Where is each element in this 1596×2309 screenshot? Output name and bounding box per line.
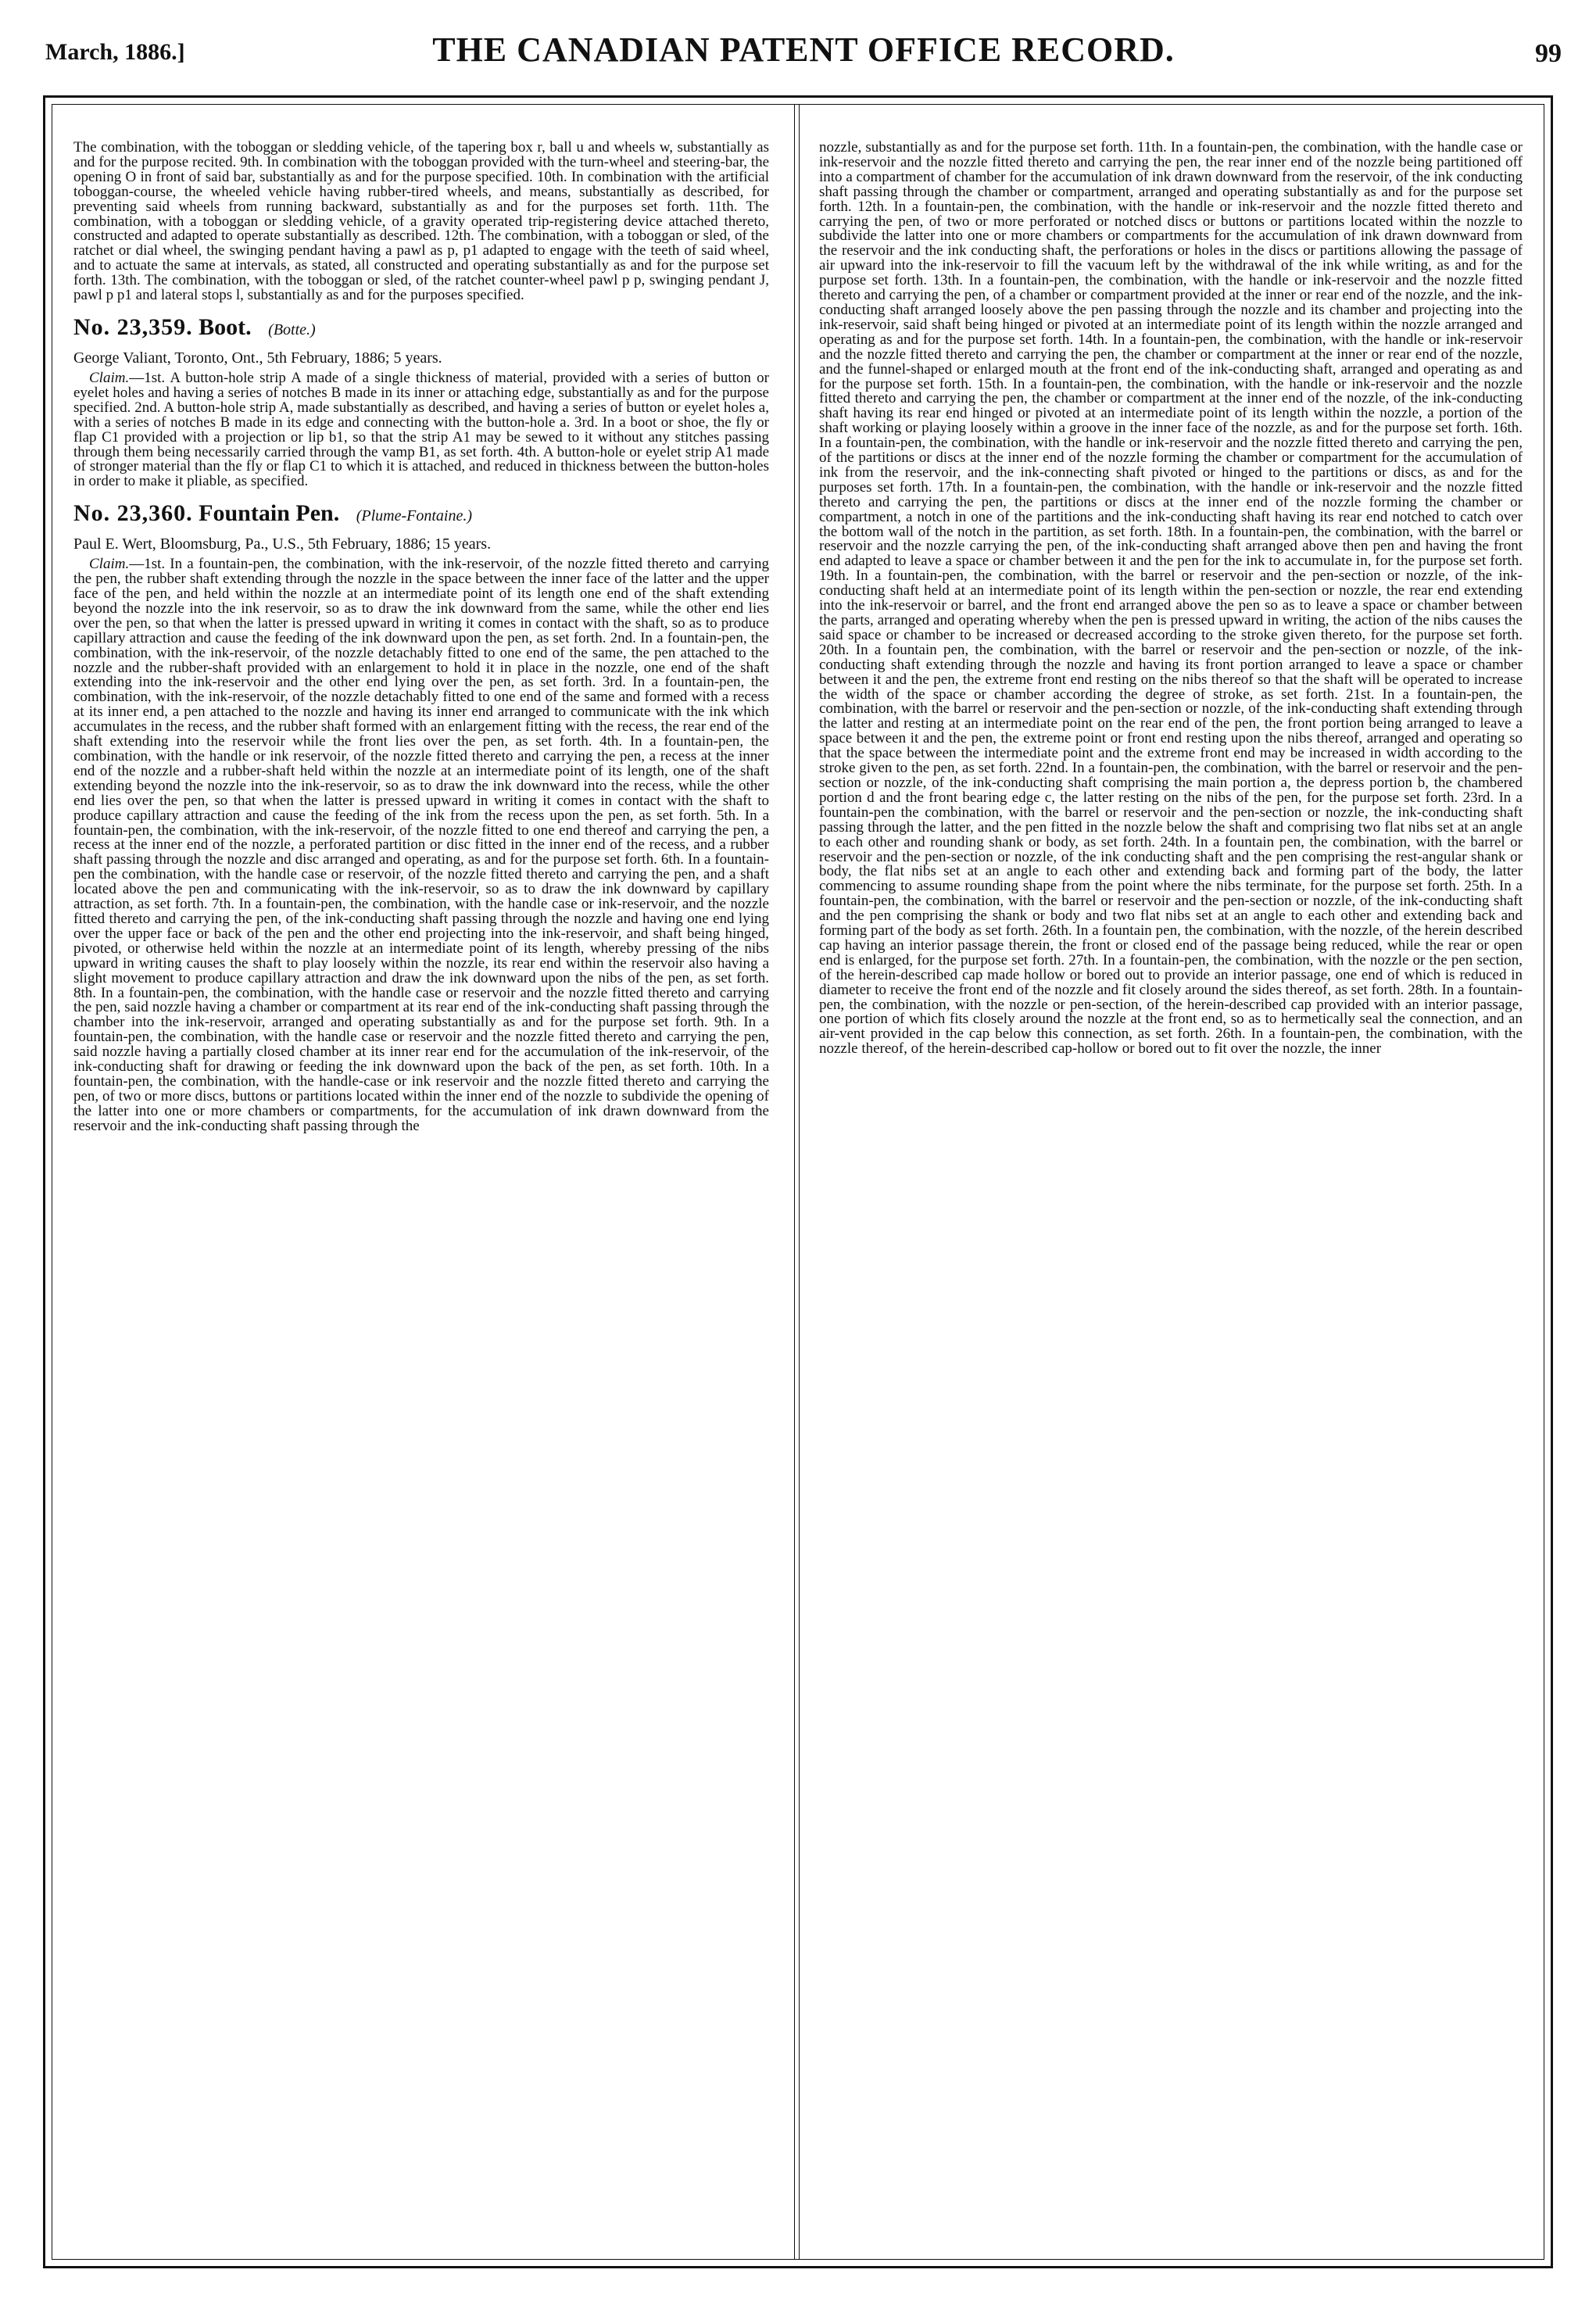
patent-inventor-line: Paul E. Wert, Bloomsburg, Pa., U.S., 5th February, 1886; 15 years. — [73, 535, 492, 553]
claim-label: Claim. — [89, 556, 130, 573]
column-divider — [794, 104, 795, 2260]
left-column — [73, 141, 769, 2236]
patent-heading-boot — [73, 314, 769, 343]
patent-title: Fountain Pen. — [199, 500, 340, 527]
claim-text: —1st. In a fountain-pen, the combination, with the ink-reservoir, of the nozzle fitted thereto and carrying the pen, the rubber shaft extending through the nozzle in the space between the inner face of the latter and the upper face of the pen, and held within the nozzle at an intermediate point of its length one end of the shaft extending beyond the nozzle into the ink reservoir, so as to draw the ink downward from the same, while the other end lies over the pen, so that when the latter is pressed upward in writing it comes in contact with the shaft, so as to produce capillary attraction and cause the feeding of the ink downward upon the pen, as set forth. 2nd. In a fountain-pen, the combination, with the ink-reservoir, of the nozzle detachably fitted to one end of the same, the pen attached to the nozzle and the rubber-shaft provided with an enlargement to hold it in place in the nozzle, one end of the shaft extending into the ink-reservoir and the other end lying over the pen, as set forth. 3rd. In a fountain-pen, the combination, with the ink-reservoir, of the nozzle detachably fitted to one end of the same and formed with a recess at its inner end, a pen attached to the nozzle and having its inner end arranged to communicate with the ink which accumulates in the recess, and the rubber shaft formed with an enlargement fitting with the recess, the rear end of the shaft extending into the reservoir while the front lies over the pen, as set forth. 4th. In a fountain-pen, the combination, with the handle or ink reservoir, of the nozzle fitted thereto and carrying the pen, a recess at the inner end of the nozzle and a rubber-shaft held within the nozzle at an intermediate point of its length, one of the shaft extending beyond the nozzle into the ink-reservoir, so as to draw the ink downward into the recess, while the other end lies over the pen, so that when the latter is pressed upward in writing it comes in contact with the shaft to produce capillary attraction and cause the feeding of the ink from the recess upon the pen, as set forth. 5th. In a fountain-pen, the combination, with the ink-reservoir, of the nozzle fitted to one end thereof and carrying the pen, a recess at the inner end of the nozzle, a perforated partition or disc fitted in the inner end of the recess, and a rubber shaft passing through the nozzle and disc arranged and operating, as and for the purpose set forth. 6th. In a fountain-pen the combination, with the handle case or reservoir, of the nozzle fitted thereto and carrying the pen, and a shaft located above the pen and communicating with the ink-reservoir, so as to draw the ink downward by capillary attraction, as set forth. 7th. In a fountain-pen, the combination, with the handle case or ink-reservoir, and the nozzle fitted thereto and carrying the pen, of the ink-conducting shaft passing through the nozzle and having one end lying over the upper face or back of the pen and the other end projecting into the ink-reservoir, and shaft being hinged, pivoted, or otherwise held within the nozzle at an intermediate point of its length, whereby pressing of the nibs upward in writing causes the shaft to play loosely within the nozzle, its rear end within the reservoir also having a slight movement to produce capillary attraction and draw the ink downward upon the nibs of the pen, as set forth. 8th. In a fountain-pen, the combination, with the handle case or reservoir and the nozzle fitted thereto and carrying the pen, said nozzle having a chamber or compartment at its rear end of the ink-conducting shaft passing through the chamber into the ink-reservoir, arranged and operating substantially as and for the purpose set forth. 9th. In a fountain-pen, the combination, with the handle case or reservoir and the nozzle fitted thereto and carrying the pen, said nozzle having a partially closed chamber at its inner rear end for the accumulation of the ink-reservoir, of the ink-conducting shaft for drawing or feeding the ink downward upon the back of the pen, as set forth. 10th. In a fountain-pen, the combination, with the handle-case or ink reservoir and the nozzle fitted thereto and carrying the pen, of two or more discs, buttons or partitions located within the inner end of the nozzle to subdivide the opening of the latter into one or more chambers or compartments, for the accumulation of ink drawn downward from the reservoir and the ink-conducting shaft passing through the — [73, 556, 769, 1134]
patent-title: Boot. — [199, 313, 252, 340]
publication-title: THE CANADIAN PATENT OFFICE RECORD. — [432, 30, 1175, 69]
patent-inventor-line: George Valiant, Toronto, Ont., 5th February, 1886; 5 years. — [73, 349, 442, 367]
patent-french-title: (Plume-Fontaine.) — [356, 507, 472, 525]
column-divider — [799, 104, 800, 2260]
page-header — [45, 30, 1562, 77]
patent-claims — [73, 371, 769, 489]
patent-heading-fountain-pen — [73, 500, 769, 529]
patent-number: No. 23,360. — [73, 500, 193, 527]
patent-french-title: (Botte.) — [268, 320, 316, 338]
continued-claims-paragraph: The combination, with the toboggan or sledding vehicle, of the tapering box r, ball u and wheels w, substantially as and for the purpose recited. 9th. In combination with the toboggan provided with the turn-wheel and steering-bar, the opening O in front of said bar, substantially as and for the purpose specified. 10th. In combination with the artificial toboggan-course, the wheeled vehicle having rubber-tired wheels, and means, substantially as described, for preventing said wheels from running backward, substantially as and for the purposes set forth. 11th. The combination, with a toboggan or sledding vehicle, of a gravity operated trip-registering device attached thereto, constructed and adapted to operate substantially as described. 12th. The combination, with a toboggan or sled, of the ratchet or dial wheel, the swinging pendant having a pawl as p, p1 adapted to engage with the teeth of said wheel, and to actuate the same at intervals, as stated, all constructed and operating substantially as and for the purpose set forth. 13th. The combination, with the toboggan or sled, of the ratchet counter-wheel pawl p p, swinging pendant J, pawl p p1 and lateral stops l, substantially as and for the purposes specified. — [73, 141, 769, 304]
continued-claims-paragraph: nozzle, substantially as and for the purpose set forth. 11th. In a fountain-pen, the combination, with the handle case or ink-reservoir and the nozzle fitted thereto and carrying the pen, the rear inner end of the nozzle being partitioned off into a compartment of chamber for the accumulation of ink drawn downward from the reservoir, of the ink conducting shaft passing through the chamber or compartment, arranged and operating substantially as and for the purpose set forth. 12th. In a fountain-pen, the combination, with the handle or ink-reservoir and the nozzle fitted thereto and carrying the pen, of two or more perforated or notched discs or buttons or partitions located within the nozzle to subdivide the latter into one or more chambers or compartments for the accumulation of ink drawn downward from the reservoir and the ink conducting shaft, the perforations or holes in the discs or partitions allowing the passage of air upward into the ink-reservoir to fill the vacuum left by the withdrawal of the ink while writing, as and for the purpose set forth. 13th. In a fountain-pen, the combination, with the handle or ink-reservoir and the nozzle fitted thereto and carrying the pen, of a chamber or compartment provided at the inner or rear end of the nozzle, and the ink-conducting shaft arranged loosely above the pen passing through the nozzle and its chamber and projecting into the ink-reservoir, said shaft being hinged or pivoted at an intermediate point of its length within the nozzle arranged and operating as and for the purpose set forth. 14th. In a fountain-pen, the combination, with the handle or ink-reservoir and the nozzle fitted thereto and carrying the pen, the chamber or compartment at the inner or rear end of the nozzle, and the funnel-shaped or enlarged mouth at the front end of the ink-conducting shaft, arranged and operating as and for the purpose set forth. 15th. In a fountain-pen, the combination, with the handle or ink-reservoir and the nozzle fitted thereto and carrying the pen, the chamber or compartment at the inner end of the nozzle, of the ink-conducting shaft having its rear end hinged or pivoted at an intermediate point of its length within the nozzle, a portion of the shaft working or playing loosely within a groove in the inner face of the nozzle, as and for the purpose set forth. 16th. In a fountain-pen, the combination, with the handle or ink-reservoir and the nozzle fitted thereto and carrying the pen, of the partitions or discs at the inner end of the nozzle forming the chamber or compartment for the accumulation of ink from the reservoir, and the ink-connecting shaft pivoted or hinged to the partitions or discs, as and for the purposes set forth. 17th. In a fountain-pen, the combination, with the handle or ink-reservoir and the nozzle fitted thereto and carrying the pen, the partitions or discs at the inner end of the nozzle forming the chamber or compartment, a notch in one of the partitions and the ink-conducting shaft having its rear end notched to catch over the bottom wall of the notch in the partition, as set forth. 18th. In a fountain-pen, the combination, with the barrel or reservoir and the nozzle carrying the pen, of the ink-conducting shaft arranged above then pen and having the front end adapted to leave a space or chamber between it and the pen for the ink to accumulate in, for the purpose set forth. 19th. In a fountain-pen, the combination, with the barrel or reservoir and the pen-section or nozzle, of the ink-conducting shaft held at an intermediate point of its length within the pen-section or nozzle, the rear end extending into the ink-reservoir or barrel, and the front end arranged above the pen so as to leave a space or chamber between the parts, arranged and operating whereby when the pen is pressed upward in writing, the action of the nibs causes the said space or chamber to be increased or decreased according to the stroke given thereto, for the purpose set forth. 20th. In a fountain pen, the combination, with the barrel or reservoir and the pen-section or nozzle, of the ink-conducting shaft extending through the nozzle and having its front portion arranged to leave a space or chamber between it and the pen, the extreme front end resting on the nibs thereof so that the shaft will be operated to increase the width of the space or chamber according the degree of stroke, as set forth. 21st. In a fountain-pen, the combination, with the barrel or reservoir and the pen-section or nozzle, of the ink-conducting shaft extending through the latter and resting at an intermediate point on the rear end of the pen, the front portion being arranged to leave a space between it and the pen, the extreme point or front end resting upon the nibs thereof, arranged and operating so that the space between the intermediate point and the extreme front end may be increased in width according to the stroke given to the pen, as set forth. 22nd. In a fountain-pen, the combination, with the barrel or reservoir and the pen-section or nozzle, of the ink-conducting shaft comprising the main portion a, the depress portion b, the chambered portion d and the front bearing edge c, the latter resting on the nibs of the pen, for the purpose set forth. 23rd. In a fountain-pen the combination, with the barrel or reservoir and the pen-section or nozzle, the ink-conducting shaft passing through the latter, and the pen fitted in the nozzle below the shaft and comprising two flat nibs set at an angle to each other and rounding shank or body, as set forth. 24th. In a fountain pen, the combination, with the barrel or reservoir and the pen-section or nozzle, of the ink conducting shaft and the pen comprising the rest-angular shank or body, the flat nibs set at an angle to each other and extending back and forming part of the body, the latter commencing to assume rounding shape from the point where the nibs terminate, for the purpose set forth. 25th. In a fountain-pen, the combination, with the barrel or reservoir and the pen-section or nozzle, of the ink-conducting shaft and the pen comprising the shank or body and two flat nibs set at an angle to each other and extending back and forming part of the body as set forth. 26th. In a fountain pen, the combination, with the nozzle, of the herein described cap having an interior passage therein, the front or closed end of the passage being reduced, while the rear or open end is enlarged, for the purpose set forth. 27th. In a fountain-pen, the combination, with the nozzle or the pen section, of the herein-described cap made hollow or bored out to provide an interior passage, one end of which is reduced in diameter to receive the front end of the nozzle and fit closely around the sides thereof, as set forth. 28th. In a fountain-pen, the combination, with the nozzle or pen-section, of the herein-described cap provided with an interior passage, one portion of which fits closely around the nozzle at the front end, so as to hermetically seal the connection, and an air-vent provided in the cap below this connection, as set forth. 26th. In a fountain-pen, the combination, with the nozzle thereof, of the herein-described cap-hollow or bored out to fit over the nozzle, the inner — [819, 141, 1523, 1058]
right-column — [819, 141, 1523, 2236]
claim-label: Claim. — [89, 369, 130, 386]
claim-text: —1st. A button-hole strip A made of a single thickness of material, provided with a series of button or eyelet holes and having a series of notches B made in its inner or attaching edge, substantially as and for the purpose specified. 2nd. A button-hole strip A, made substantially as described, and having a series of button or eyelet holes a, with a series of notches B made in its edge and connecting with the button-hole a. 3rd. In a boot or shoe, the fly or flap C1 provided with a projection or lip b1, so that the strip A1 may be sewed to it without any stitches passing through them being necessarily carried through the vamp B1, as set forth. 4th. A button-hole or eyelet strip A1 made of stronger material than the fly or flap C1 to which it is attached, and reduced in thickness between the button-holes in order to make it pliable, as specified. — [73, 369, 769, 490]
patent-claims — [73, 557, 769, 1133]
patent-number: No. 23,359. — [73, 313, 193, 340]
page-number: 99 — [1535, 39, 1562, 68]
issue-date: March, 1886.] — [45, 39, 185, 65]
